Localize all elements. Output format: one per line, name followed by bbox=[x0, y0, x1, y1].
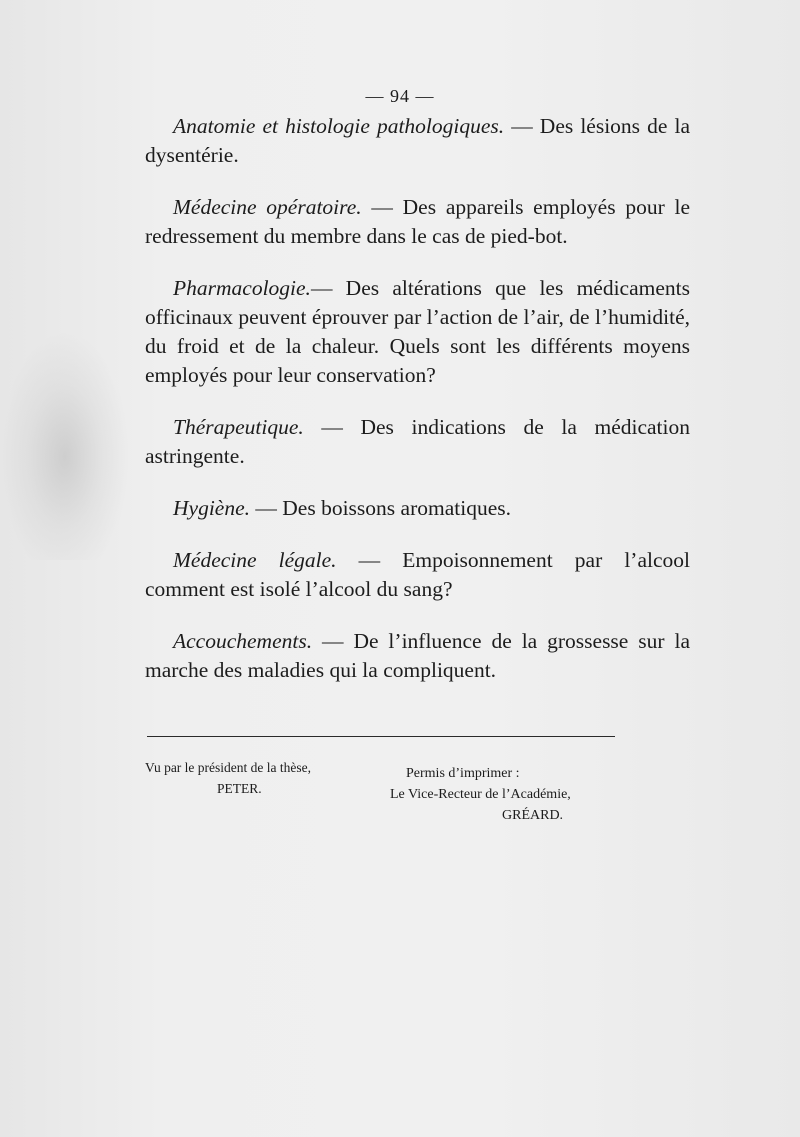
president-signature bbox=[145, 757, 405, 799]
entry-subject: Pharmacologie. bbox=[173, 276, 311, 300]
entry-therapeutique bbox=[145, 413, 690, 471]
vice-rector-name: GRÉARD. bbox=[502, 808, 564, 823]
entry-subject: Médecine légale. bbox=[173, 548, 337, 572]
entry-text: — Des altérations que les médicaments officinaux peuvent éprouver par l’action de l’air, de l’humidité, du froid et de la chaleur. Quels sont les différents moyens employés pour leur conservation? bbox=[145, 276, 690, 387]
entry-accouchements bbox=[145, 627, 690, 685]
entry-text: — De l’influence de la grossesse sur la marche des maladies qui la compliquent. bbox=[145, 629, 690, 682]
entry-hygiene bbox=[145, 494, 690, 523]
imprimatur-line: Permis d’imprimer : bbox=[406, 766, 520, 781]
entry-pharmacologie bbox=[145, 274, 690, 390]
entry-text: — Des indications de la médication astringente. bbox=[145, 415, 690, 468]
entry-text: — Empoisonnement par l’alcool comment est isolé l’alcool du sang? bbox=[145, 548, 690, 601]
questions-list bbox=[145, 112, 690, 708]
ink-smudge bbox=[0, 330, 130, 560]
entry-medecine-legale bbox=[145, 546, 690, 604]
separator-rule bbox=[147, 736, 615, 737]
entry-anatomie bbox=[145, 112, 690, 170]
entry-text: — Des boissons aromatiques. bbox=[250, 496, 511, 520]
entry-subject: Accouchements. bbox=[173, 629, 313, 653]
entry-text: — Des lésions de la dysentérie. bbox=[145, 114, 690, 167]
entry-subject: Thérapeutique. bbox=[173, 415, 304, 439]
entry-medecine-operatoire bbox=[145, 193, 690, 251]
vice-rector-signature bbox=[390, 763, 650, 826]
page-number: — 94 — bbox=[365, 86, 435, 106]
entry-subject: Anatomie et histologie pathologiques. bbox=[173, 114, 505, 138]
entry-subject: Médecine opératoire. bbox=[173, 195, 362, 219]
entry-text: — Des appareils employés pour le redressement du membre dans le cas de pied-bot. bbox=[145, 195, 690, 248]
vice-rector-line: Le Vice-Recteur de l’Académie, bbox=[390, 787, 571, 802]
president-line: Vu par le président de la thèse, bbox=[145, 760, 312, 775]
president-name: PETER. bbox=[217, 781, 262, 796]
entry-subject: Hygiène. bbox=[173, 496, 251, 520]
